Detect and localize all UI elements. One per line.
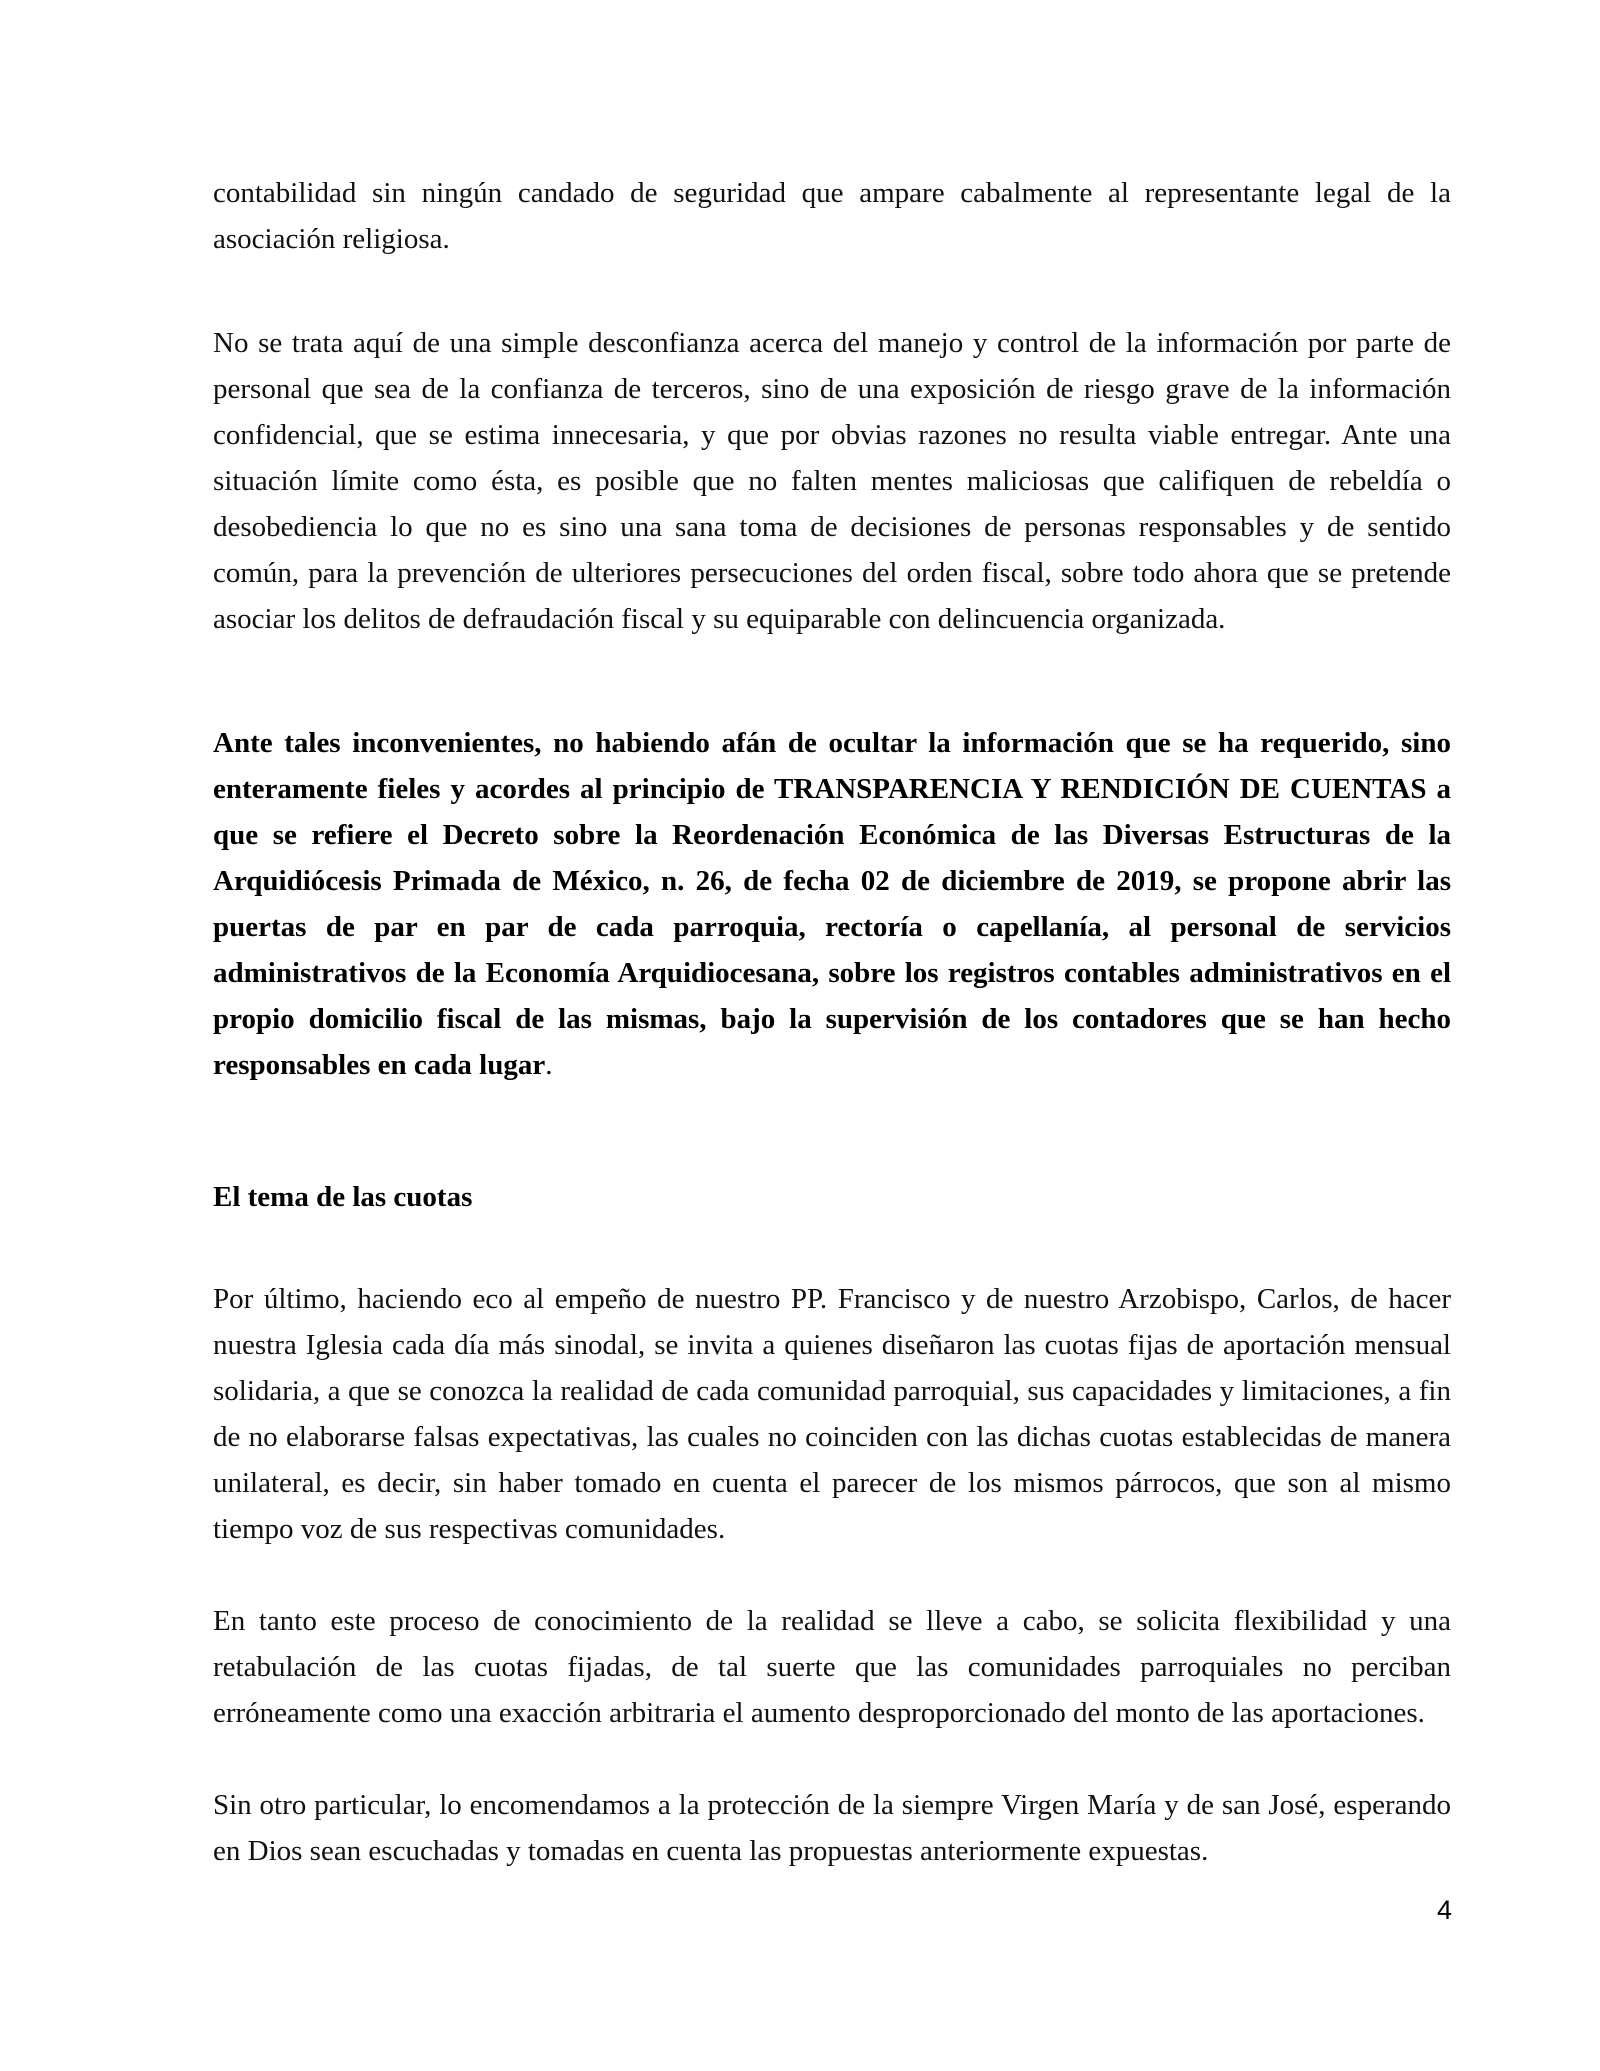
heading-el-tema-de-las-cuotas: El tema de las cuotas <box>213 1181 473 1213</box>
paragraph-sin-otro-particular: Sin otro particular, lo encomendamos a la protección de la siempre Virgen María y de san José, esperando en Dios sean escuchadas y tomadas en cuenta las propuestas anteriormente expuestas. <box>213 1789 1451 1867</box>
document-body <box>213 170 1451 1874</box>
page-number: 4 <box>1436 1895 1452 1925</box>
paragraph-propuesta-bold <box>213 720 1451 1088</box>
paragraph-continuation: contabilidad sin ningún candado de seguridad que ampare cabalmente al representante legal de la asociación religiosa. <box>213 177 1451 255</box>
paragraph-por-ultimo: Por último, haciendo eco al empeño de nuestro PP. Francisco y de nuestro Arzobispo, Carlos, de hacer nuestra Iglesia cada día más sinodal, se invita a quienes diseñaron las cuotas fijas de aportación mensual solidaria, a que se conozca la realidad de cada comunidad parroquial, sus capacidades y limitaciones, a fin de no elaborarse falsas expectativas, las cuales no coinciden con las dichas cuotas establecidas de manera unilateral, es decir, sin haber tomado en cuenta el parecer de los mismos párrocos, que son al mismo tiempo voz de sus respectivas comunidades. <box>213 1283 1451 1545</box>
paragraph-propuesta-bold-text: Ante tales inconvenientes, no habiendo afán de ocultar la información que se ha requerido, sino enteramente fieles y acordes al principio de TRANSPARENCIA Y RENDICIÓN DE CUENTAS a que se refiere el Decreto sobre la Reordenación Económica de las Diversas Estructuras de la Arquidiócesis Primada de México, n. 26, de fecha 02 de diciembre de 2019, se propone abrir las puertas de par en par de cada parroquia, rectoría o capellanía, al personal de servicios administrativos de la Economía Arquidiocesana, sobre los registros contables administrativos en el propio domicilio fiscal de las mismas, bajo la supervisión de los contadores que se han hecho responsables en cada lugar <box>213 727 1451 1081</box>
paragraph-en-tanto: En tanto este proceso de conocimiento de la realidad se lleve a cabo, se solicita flexibilidad y una retabulación de las cuotas fijadas, de tal suerte que las comunidades parroquiales no perciban erróneamente como una exacción arbitraria el aumento desproporcionado del monto de las aportaciones. <box>213 1605 1451 1729</box>
paragraph-propuesta-period: . <box>545 1049 553 1081</box>
paragraph-desconfianza: No se trata aquí de una simple desconfianza acerca del manejo y control de la información por parte de personal que sea de la confianza de terceros, sino de una exposición de riesgo grave de la información confidencial, que se estima innecesaria, y que por obvias razones no resulta viable entregar. Ante una situación límite como ésta, es posible que no falten mentes maliciosas que califiquen de rebeldía o desobediencia lo que no es sino una sana toma de decisiones de personas responsables y de sentido común, para la prevención de ulteriores persecuciones del orden fiscal, sobre todo ahora que se pretende asociar los delitos de defraudación fiscal y su equiparable con delincuencia organizada. <box>213 327 1451 635</box>
